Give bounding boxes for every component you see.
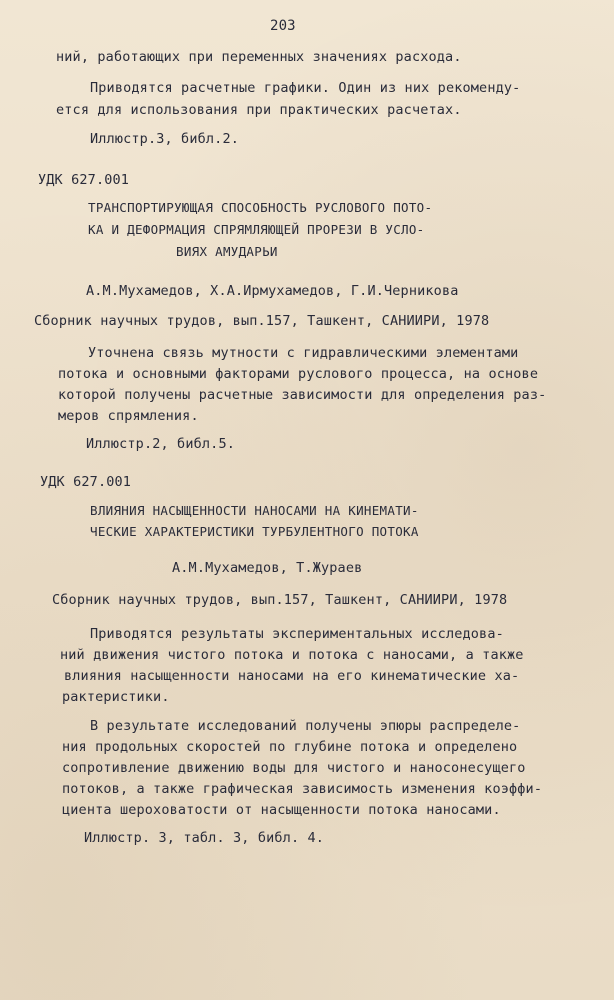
entry-title-line: ВЛИЯНИЯ НАСЫЩЕННОСТИ НАНОСАМИ НА КИНЕМАТИ- bbox=[90, 503, 419, 518]
entry-source: Сборник научных трудов, вып.157, Ташкент, САНИИРИ, 1978 bbox=[34, 313, 490, 329]
entry-abstract-line: сопротивление движению воды для чистого и наносонесущего bbox=[62, 760, 526, 776]
entry-title-line: ЧЕСКИЕ ХАРАКТЕРИСТИКИ ТУРБУЛЕНТНОГО ПОТОКА bbox=[90, 524, 419, 539]
entry-source: Сборник научных трудов, вып.157, Ташкент, САНИИРИ, 1978 bbox=[52, 592, 508, 608]
entry-abstract-line: рактеристики. bbox=[62, 689, 170, 705]
intro-line: ется для использования при практических расчетах. bbox=[56, 102, 462, 118]
intro-line: ний, работающих при переменных значениях расхода. bbox=[56, 49, 462, 65]
intro-line: Приводятся расчетные графики. Один из них рекоменду- bbox=[90, 80, 521, 96]
entry-illustrations: Иллюстр.2, библ.5. bbox=[86, 436, 235, 452]
entry-abstract-line: влияния насыщенности наносами на его кинематические ха- bbox=[64, 668, 520, 684]
entry-title-line: ВИЯХ АМУДАРЬИ bbox=[176, 244, 278, 259]
entry-abstract-line: потока и основными факторами руслового процесса, на основе bbox=[58, 366, 539, 382]
entry-abstract-line: циента шероховатости от насыщенности потока наносами. bbox=[62, 802, 501, 818]
entry-title-line: ТРАНСПОРТИРУЮЩАЯ СПОСОБНОСТЬ РУСЛОВОГО ПОТО- bbox=[88, 200, 433, 215]
entry-title-line: КА И ДЕФОРМАЦИЯ СПРЯМЛЯЮЩЕЙ ПРОРЕЗИ В УСЛО- bbox=[88, 222, 425, 237]
entry-abstract-line: В результате исследований получены эпюры распределе- bbox=[90, 718, 521, 734]
entry-abstract-line: ний движения чистого потока и потока с наносами, а также bbox=[60, 647, 524, 663]
entry-abstract-line: потоков, а также графическая зависимость изменения коэффи- bbox=[62, 781, 543, 797]
entry-illustrations: Иллюстр. 3, табл. 3, библ. 4. bbox=[84, 830, 325, 846]
entry-abstract-line: Уточнена связь мутности с гидравлическими элементами bbox=[88, 345, 519, 361]
entry-abstract-line: меров спрямления. bbox=[58, 408, 199, 424]
entry-udk: УДК 627.001 bbox=[38, 172, 130, 188]
entry-udk: УДК 627.001 bbox=[40, 474, 132, 490]
entry-abstract-line: которой получены расчетные зависимости для определения раз- bbox=[58, 387, 547, 403]
entry-abstract-line: ния продольных скоростей по глубине потока и определено bbox=[62, 739, 518, 755]
intro-illustrations: Иллюстр.3, библ.2. bbox=[90, 131, 239, 147]
entry-abstract-line: Приводятся результаты экспериментальных исследова- bbox=[90, 626, 504, 642]
entry-authors: А.М.Мухамедов, Т.Жураев bbox=[172, 560, 363, 576]
page-number: 203 bbox=[270, 18, 296, 34]
entry-authors: А.М.Мухамедов, Х.А.Ирмухамедов, Г.И.Черникова bbox=[86, 283, 459, 299]
